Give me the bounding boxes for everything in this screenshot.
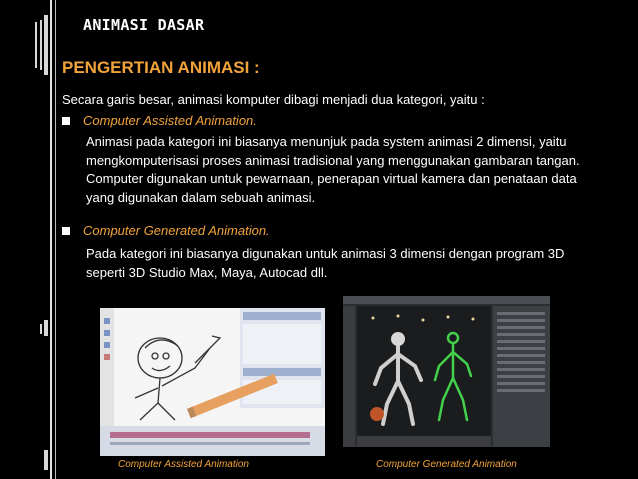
bullet-body: Animasi pada kategori ini biasanya menunjuk pada system animasi 2 dimensi, yaitu mengkomputerisasi proses animasi tradisional yang menggunakan gambaran tangan. Computer digunakan untuk pewarnaan, penerapan virtual kamera dan penataan data yang digunakan dalam sebuah animasi. [86, 134, 580, 205]
bullet-title: Computer Assisted Animation. [83, 113, 257, 128]
caption-computer-assisted: Computer Assisted Animation [118, 459, 249, 470]
bullet-square-icon [62, 227, 70, 235]
intro-text: Secara garis besar, animasi komputer dibagi menjadi dua kategori, yaitu : [62, 92, 485, 107]
bullet-computer-assisted [62, 113, 257, 128]
bullet-body: Pada kategori ini biasanya digunakan untuk animasi 3 dimensi dengan program 3D seperti 3D Studio Max, Maya, Autocad dll. [86, 246, 565, 280]
bullet-square-icon [62, 117, 70, 125]
3d-motion-capture-screenshot-icon [343, 296, 550, 447]
caption-computer-generated: Computer Generated Animation [376, 459, 517, 470]
bullet-title: Computer Generated Animation. [83, 223, 270, 238]
slide-heading: PENGERTIAN ANIMASI : [62, 58, 260, 77]
computer-assisted-animation-image [100, 308, 325, 456]
decorative-stripes [0, 0, 60, 479]
computer-generated-animation-image [343, 296, 550, 447]
cartoon-drawing-screenshot-icon [100, 308, 325, 456]
bullet-computer-generated [62, 223, 270, 238]
header-title: ANIMASI DASAR [83, 16, 205, 34]
